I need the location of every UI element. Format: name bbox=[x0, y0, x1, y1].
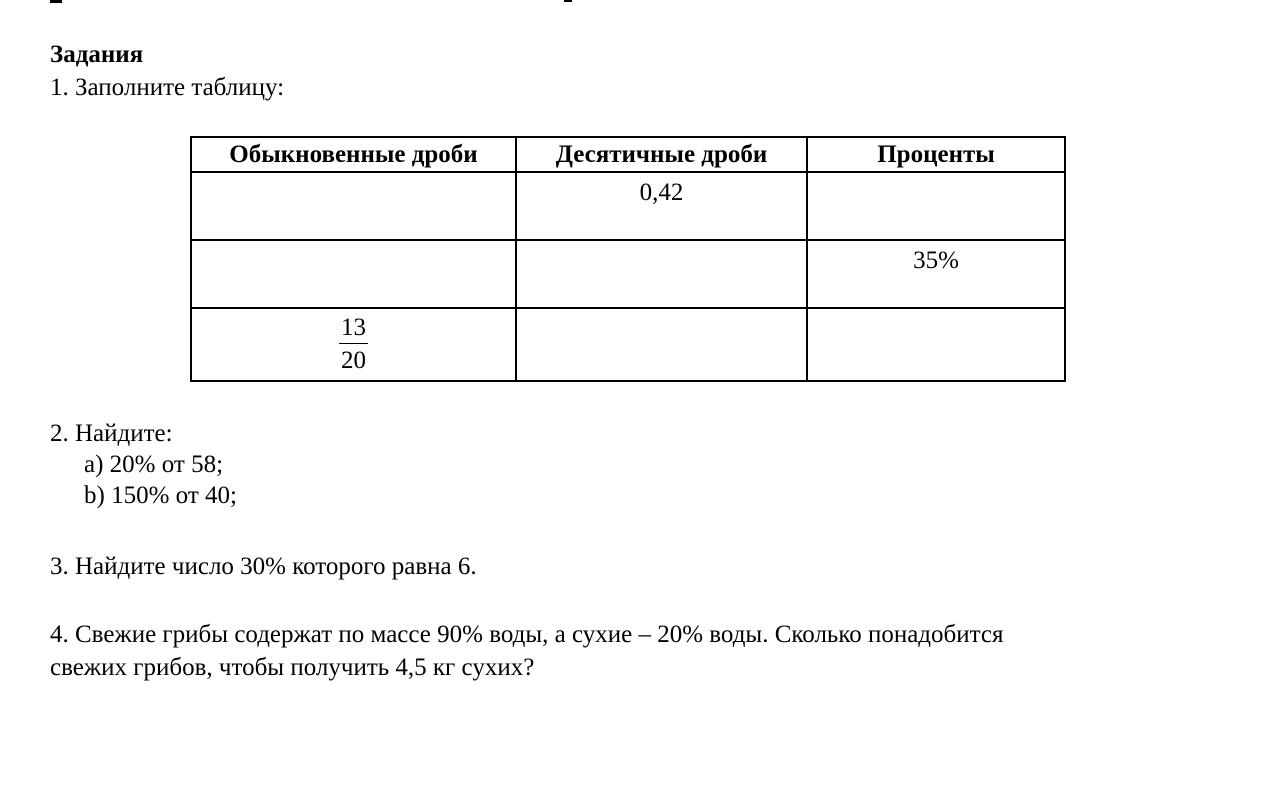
task-2 bbox=[50, 418, 237, 511]
cell-decimal-empty bbox=[516, 240, 807, 308]
header-decimal-fractions: Десятичные дроби bbox=[516, 137, 807, 172]
cell-percent-empty bbox=[807, 172, 1065, 240]
task-2-item-b: b) 150% от 40; bbox=[84, 482, 237, 509]
cropped-previous-line bbox=[48, 0, 608, 4]
task-3-text: 3. Найдите число 30% которого равна 6. bbox=[50, 553, 477, 580]
fraction-numerator: 13 bbox=[339, 313, 368, 344]
table-row bbox=[191, 308, 1065, 381]
cropped-text-fragment bbox=[564, 0, 572, 2]
fraction-denominator: 20 bbox=[341, 347, 366, 374]
task-2-item-a: a) 20% от 58; bbox=[84, 451, 224, 478]
cropped-text-fragment bbox=[50, 0, 62, 3]
cell-fraction bbox=[191, 308, 516, 381]
table-row bbox=[191, 172, 1065, 240]
cell-decimal-empty bbox=[516, 308, 807, 381]
fraction bbox=[339, 313, 368, 378]
table-header-row bbox=[191, 137, 1065, 172]
fractions-table bbox=[190, 136, 1066, 382]
percent-value: 35% bbox=[913, 247, 959, 274]
table-row bbox=[191, 240, 1065, 308]
section-heading: Задания bbox=[50, 41, 144, 68]
cell-percent bbox=[807, 240, 1065, 308]
task-4-line-1: 4. Свежие грибы содержат по массе 90% воды, а сухие – 20% воды. Сколько понадобится bbox=[50, 621, 1004, 648]
cell-fraction-empty bbox=[191, 240, 516, 308]
header-common-fractions: Обыкновенные дроби bbox=[191, 137, 516, 172]
cell-fraction-empty bbox=[191, 172, 516, 240]
cell-percent-empty bbox=[807, 308, 1065, 381]
task-2-text: 2. Найдите: bbox=[50, 420, 173, 447]
decimal-value: 0,42 bbox=[639, 179, 684, 206]
cell-decimal bbox=[516, 172, 807, 240]
header-percents: Проценты bbox=[807, 137, 1065, 172]
task-4 bbox=[50, 618, 1230, 684]
task-4-line-2: свежих грибов, чтобы получить 4,5 кг сухих? bbox=[50, 654, 535, 681]
task-1-text: 1. Заполните таблицу: bbox=[50, 74, 285, 101]
